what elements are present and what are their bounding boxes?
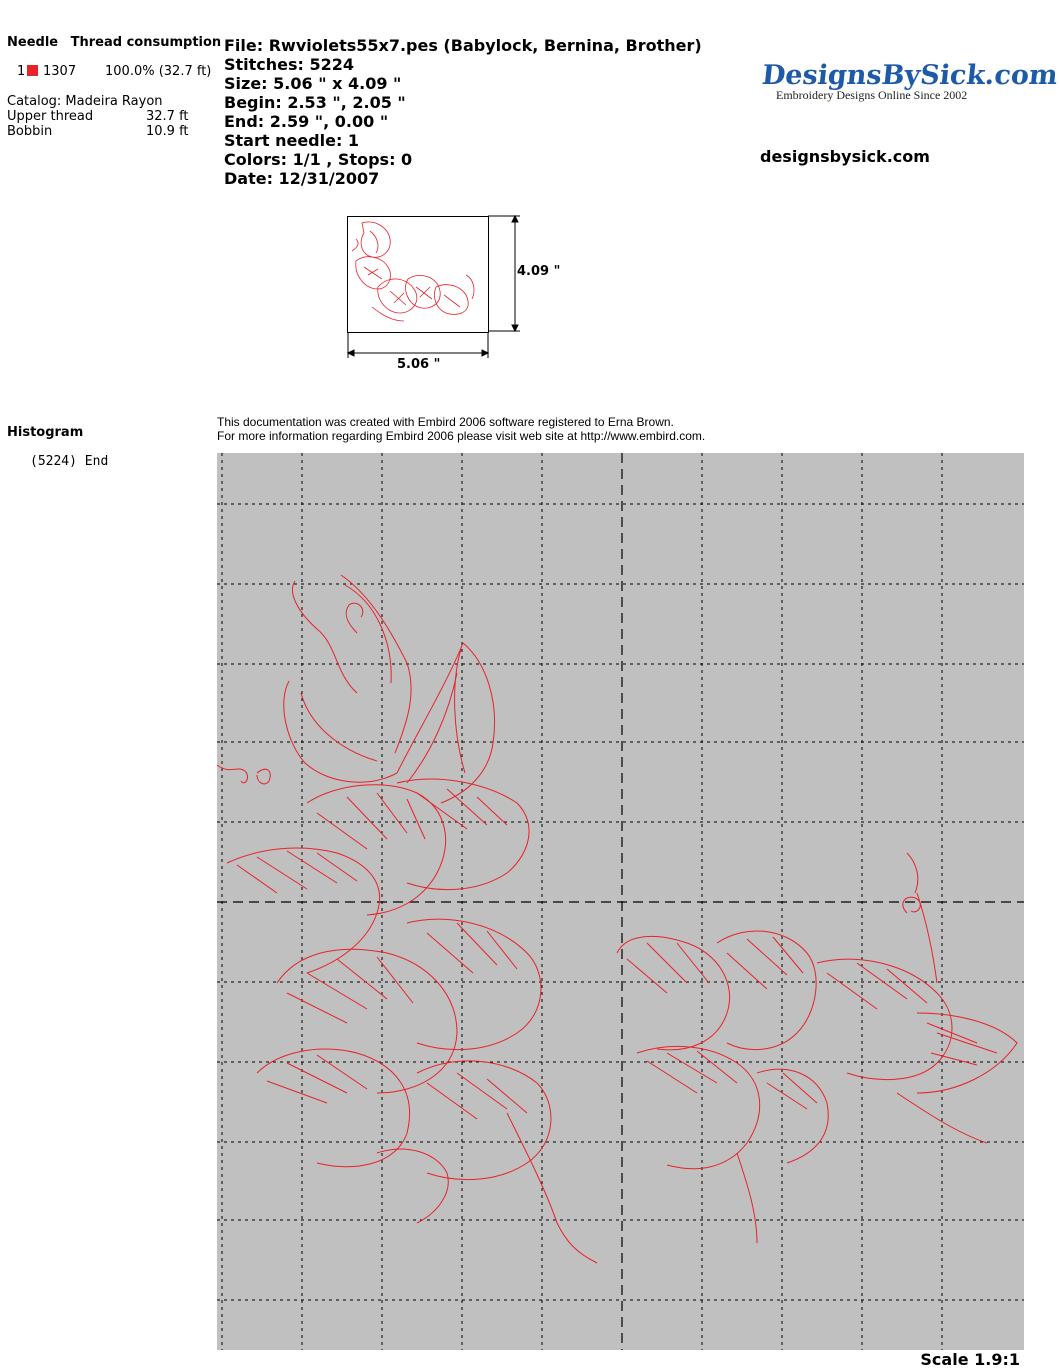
stitch-count: Stitches: 5224 [224,55,355,74]
software-note-line1: This documentation was created with Embird 2006 software registered to Erna Brown. [217,415,674,429]
needle-header: Needle [7,35,59,50]
histogram-title: Histogram [7,425,84,440]
bobbin-label: Bobbin [7,124,53,139]
thread-color-code: 1307 [43,64,77,79]
end-position: End: 2.59 ", 0.00 " [224,112,389,131]
begin-position: Begin: 2.53 ", 2.05 " [224,93,406,112]
stitch-preview-grid [217,453,1024,1350]
needle-number: 1 [17,64,26,79]
software-note-line2: For more information regarding Embird 2006 please visit web site at http://www.embird.com. [217,429,706,443]
thumbnail-dimension-lines [340,210,530,370]
start-needle: Start needle: 1 [224,131,360,150]
design-size: Size: 5.06 " x 4.09 " [224,74,402,93]
embroidery-design-flowers [217,575,1017,1263]
bobbin-value: 10.9 ft [146,124,189,139]
histogram-entry: (5224) End [30,454,109,469]
brand-logo: DesignsBySick.com [760,60,1059,91]
upper-thread-label: Upper thread [7,109,94,124]
thread-consumption: 100.0% (32.7 ft) [105,64,212,79]
thumbnail-width-label: 5.06 " [397,357,441,372]
consumption-header: Thread consumption [70,35,222,50]
thread-color-swatch [27,65,38,76]
design-date: Date: 12/31/2007 [224,169,380,188]
stitch-preview-canvas [217,453,1024,1350]
upper-thread-value: 32.7 ft [146,109,189,124]
brand-tagline: Embroidery Designs Online Since 2002 [776,88,968,102]
scale-label: Scale 1.9:1 [920,1350,1020,1369]
thread-table-header [7,35,221,50]
thread-catalog: Catalog: Madeira Rayon [7,94,163,109]
thumbnail-height-label: 4.09 " [517,264,561,279]
file-name: File: Rwviolets55x7.pes (Babylock, Bernina, Brother) [224,36,702,55]
colors-stops: Colors: 1/1 , Stops: 0 [224,150,413,169]
website-url: designsbysick.com [760,147,930,166]
